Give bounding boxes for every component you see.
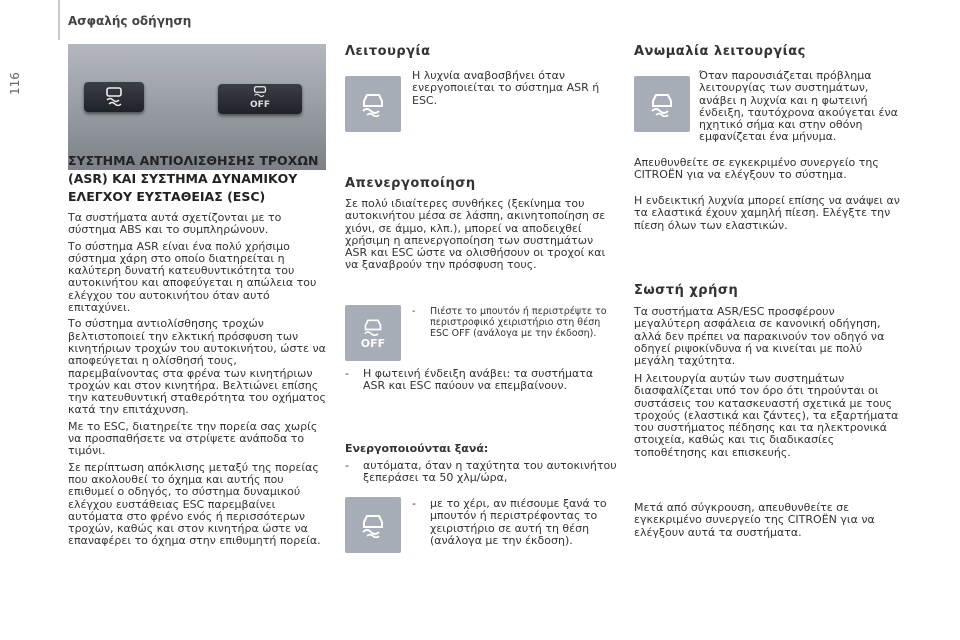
title-line: ΣΥΣΤΗΜΑ ΑΝΤΙΟΛΙΣΘΗΣΗΣ ΤΡΟΧΩΝ — [68, 153, 319, 168]
deactivation-heading: Απενεργοποίηση — [345, 176, 476, 191]
manual-item — [412, 498, 612, 547]
auto-item — [345, 460, 620, 485]
paragraph: Το σύστημα αντιολίσθησης τροχών βελτιστοποιεί την ελκτική πρόσφυση των κινητήριων τροχών του αυτοκινήτου, ώστε να αποφεύγεται η ολίσθησή τους, παρεμβαίνοντας στα φρένα των κινητήριων τροχών και στον κινητήρα. Βελτιώνει επίσης την κατευθυντική σταθερότητα του οχήματος κατά την επιτάχυνση. — [68, 317, 326, 417]
bullet-dash: - — [412, 306, 416, 317]
paragraph: Το σύστημα ASR είναι ένα πολύ χρήσιμο σύστημα χάρη στο οποίο διατηρείται η καλύτερη δυνατή κατευθυντικότητα του αυτοκινήτου και αποφεύγεται η απώλεια του ελέγχου του αυτοκινήτου όταν αυτό επιταχύνει. — [68, 239, 317, 315]
paragraph: Με το ESC, διατηρείτε την πορεία σας χωρίς να προσπαθήσετε να στρίψετε ανάποδα το τιμόνι. — [68, 419, 318, 458]
correct-use-heading: Σωστή χρήση — [634, 283, 739, 298]
skid-icon — [345, 497, 401, 553]
auto-text: αυτόματα, όταν η ταχύτητα του αυτοκινήτου ξεπεράσει τα 50 χλμ/ώρα, — [363, 459, 617, 485]
title-line: (ASR) ΚΑΙ ΣΥΣΤΗΜΑ ΔΥΝΑΜΙΚΟΥ — [68, 171, 298, 186]
tyre-pressure-note: Η ενδεικτική λυχνία μπορεί επίσης να ανάψει αν τα ελαστικά έχουν χαμηλή πίεση. Ελέγξτε την πίεση όλων των ελαστικών. — [634, 194, 900, 232]
left-body — [68, 212, 330, 552]
page-number: 116 — [8, 72, 22, 96]
photo-button-left — [84, 82, 144, 112]
malfunction-text: Όταν παρουσιάζεται πρόβλημα λειτουργίας των συστημάτων, ανάβει η λυχνία και η φωτεινή ένδειξη, ταυτόχρονα ακούγεται ένα ηχητικό σήμα και στην οθόνη εμφανίζεται ένα μήνυμα. — [699, 69, 898, 144]
operation-heading: Λειτουργία — [345, 44, 431, 59]
indicator-text: Η φωτεινή ένδειξη ανάβει: τα συστήματα ASR και ESC παύουν να επεμβαίνουν. — [363, 367, 594, 393]
press-button-item — [412, 306, 617, 339]
skid-icon — [84, 86, 144, 110]
skid-warning-icon — [634, 76, 690, 132]
press-button-text: Πιέστε το μπουτόν ή περιστρέψτε το περιστροφικό χειριστήριο στη θέση ESC OFF (ανάλογα με την έκδοση). — [430, 306, 607, 339]
reactivated-heading: Ενεργοποιούνται ξανά: — [345, 442, 489, 455]
title-line: ΕΛΕΓΧΟΥ ΕΥΣΤΑΘΕΙΑΣ (ESC) — [68, 189, 266, 204]
off-label: OFF — [360, 336, 386, 350]
bullet-dash: - — [345, 459, 349, 472]
main-title — [68, 152, 330, 206]
operation-text: Η λυχνία αναβοσβήνει όταν ενεργοποιείται το σύστημα ASR ή ESC. — [412, 69, 600, 107]
indicator-item — [345, 368, 615, 393]
photo-button-esc-off — [218, 84, 302, 114]
esc-off-icon — [345, 305, 401, 361]
correct-use-p3: Μετά από σύγκρουση, απευθυνθείτε σε εγκεκριμένο συνεργείο της CITROËN για να ελέγξουν αυτά τα συστήματα. — [634, 501, 875, 539]
manual-text: με το χέρι, αν πιέσουμε ξανά το μπουτόν ή περιστρέφοντας το χειριστήριο σε αυτή τη θέση (ανάλογα με την έκδοση). — [430, 497, 607, 547]
skid-warning-icon — [345, 76, 401, 132]
section-title: Ασφαλής οδήγηση — [68, 14, 192, 28]
malfunction-heading: Ανωμαλία λειτουργίας — [634, 44, 806, 59]
off-label: OFF — [250, 100, 270, 110]
correct-use-p1: Τα συστήματα ASR/ESC προσφέρουν μεγαλύτερη ασφάλεια σε κανονική οδήγηση, αλλά δεν πρέπει να παρακινούν τον οδηγό να οδηγεί ριψοκίνδυνα ή να κινείται με πολύ μεγάλη ταχύτητα. — [634, 305, 885, 368]
bullet-dash: - — [412, 497, 416, 510]
correct-use-p2: Η λειτουργία αυτών των συστημάτων διασφαλίζεται υπό τον όρο ότι τηρούνται οι συστάσεις του κατασκευαστή σχετικά με τους τροχούς (ελαστικά και ζάντες), τα εξαρτήματα του συστήματος πέδησης και τα ηλεκτρονικά στοιχεία, καθώς και τις διαδικασίες τοποθέτησης και επισκευής. — [634, 372, 899, 459]
deactivation-text: Σε πολύ ιδιαίτερες συνθήκες (ξεκίνημα του αυτοκινήτου μέσα σε λάσπη, ακινητοποίηση σε χιόνι, σε άμμο, κλπ.), μπορεί να αποδειχθεί χρήσιμη η απενεργοποίηση των συστημάτων ASR και ESC ώστε να ολισθήσουν οι τροχοί και να ξαναβρούν την πρόσφυση τους. — [345, 197, 606, 272]
bullet-dash: - — [345, 367, 349, 380]
paragraph: Σε περίπτωση απόκλισης μεταξύ της πορείας που ακολουθεί το όχημα και αυτής που επιθυμεί ο οδηγός, το σύστημα δυναμικού ελέγχου ευστάθειας ESC παρεμβαίνει αυτόματα στο φρένο ενός ή περισσότερων τροχών, καθώς και στον κινητήρα ώστε να επαναφέρει το όχημα στην επιθυμητή πορεία. — [68, 460, 321, 548]
malfunction-advice: Απευθυνθείτε σε εγκεκριμένο συνεργείο της CITROËN για να ελέγξουν το σύστημα. — [634, 156, 879, 182]
header-divider — [58, 0, 60, 40]
paragraph: Τα συστήματα αυτά σχετίζονται με το σύστημα ABS και το συμπληρώνουν. — [68, 211, 282, 237]
